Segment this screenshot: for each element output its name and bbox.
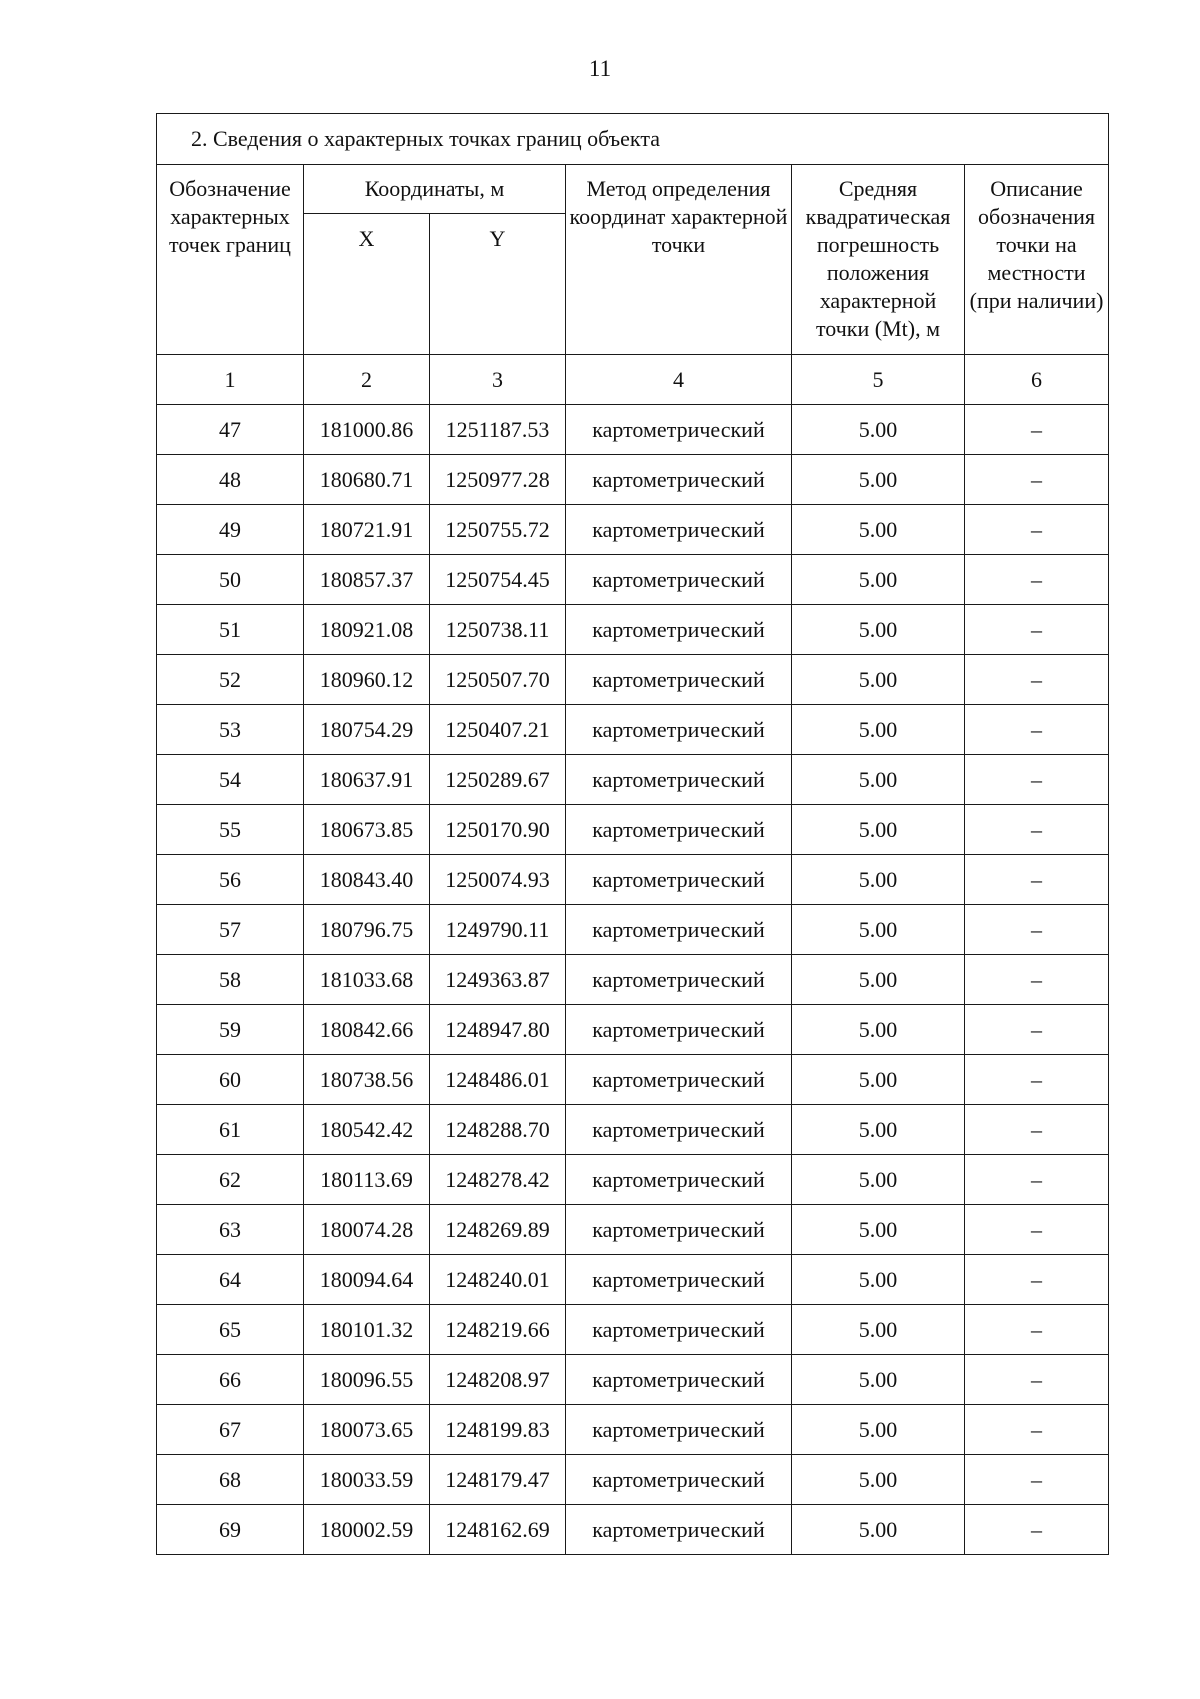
error-cell: 5.00 xyxy=(792,855,965,905)
error-cell: 5.00 xyxy=(792,1155,965,1205)
table-row xyxy=(157,505,1109,555)
header-description: Описание обозначения точки на местности (при наличии) xyxy=(965,165,1109,355)
point-id-cell: 61 xyxy=(157,1105,304,1155)
method-cell: картометрический xyxy=(566,1355,792,1405)
point-id-cell: 64 xyxy=(157,1255,304,1305)
error-cell: 5.00 xyxy=(792,1505,965,1555)
point-id-cell: 59 xyxy=(157,1005,304,1055)
error-cell: 5.00 xyxy=(792,1205,965,1255)
point-id-cell: 60 xyxy=(157,1055,304,1105)
table-row xyxy=(157,1055,1109,1105)
method-cell: картометрический xyxy=(566,605,792,655)
description-cell: – xyxy=(965,1005,1109,1055)
description-cell: – xyxy=(965,955,1109,1005)
table-row xyxy=(157,555,1109,605)
table-row xyxy=(157,605,1109,655)
column-number: 5 xyxy=(792,355,965,405)
method-cell: картометрический xyxy=(566,1505,792,1555)
table-row xyxy=(157,1255,1109,1305)
header-coordinates: Координаты, м xyxy=(304,165,566,214)
description-cell: – xyxy=(965,805,1109,855)
point-id-cell: 57 xyxy=(157,905,304,955)
table-row xyxy=(157,805,1109,855)
column-numbers-row xyxy=(157,355,1109,405)
error-cell: 5.00 xyxy=(792,655,965,705)
y-coordinate-cell: 1248199.83 xyxy=(430,1405,566,1455)
point-id-cell: 52 xyxy=(157,655,304,705)
error-cell: 5.00 xyxy=(792,1405,965,1455)
y-coordinate-cell: 1248288.70 xyxy=(430,1105,566,1155)
x-coordinate-cell: 180754.29 xyxy=(304,705,430,755)
description-cell: – xyxy=(965,1255,1109,1305)
point-id-cell: 54 xyxy=(157,755,304,805)
x-coordinate-cell: 180738.56 xyxy=(304,1055,430,1105)
description-cell: – xyxy=(965,1505,1109,1555)
error-cell: 5.00 xyxy=(792,1255,965,1305)
point-id-cell: 50 xyxy=(157,555,304,605)
y-coordinate-cell: 1248240.01 xyxy=(430,1255,566,1305)
x-coordinate-cell: 180921.08 xyxy=(304,605,430,655)
table-row xyxy=(157,1455,1109,1505)
y-coordinate-cell: 1248269.89 xyxy=(430,1205,566,1255)
error-cell: 5.00 xyxy=(792,455,965,505)
y-coordinate-cell: 1248208.97 xyxy=(430,1355,566,1405)
header-error: Средняя квадратическая погрешность положения характерной точки (Mt), м xyxy=(792,165,965,355)
y-coordinate-cell: 1248947.80 xyxy=(430,1005,566,1055)
point-id-cell: 55 xyxy=(157,805,304,855)
point-id-cell: 62 xyxy=(157,1155,304,1205)
point-id-cell: 47 xyxy=(157,405,304,455)
error-cell: 5.00 xyxy=(792,1305,965,1355)
point-id-cell: 51 xyxy=(157,605,304,655)
error-cell: 5.00 xyxy=(792,705,965,755)
method-cell: картометрический xyxy=(566,805,792,855)
table-row xyxy=(157,1105,1109,1155)
point-id-cell: 65 xyxy=(157,1305,304,1355)
description-cell: – xyxy=(965,1405,1109,1455)
boundary-points-table xyxy=(156,113,1109,1555)
column-number: 1 xyxy=(157,355,304,405)
table-row xyxy=(157,655,1109,705)
error-cell: 5.00 xyxy=(792,1455,965,1505)
method-cell: картометрический xyxy=(566,1105,792,1155)
error-cell: 5.00 xyxy=(792,755,965,805)
x-coordinate-cell: 180113.69 xyxy=(304,1155,430,1205)
point-id-cell: 69 xyxy=(157,1505,304,1555)
x-coordinate-cell: 180796.75 xyxy=(304,905,430,955)
table-row xyxy=(157,1505,1109,1555)
description-cell: – xyxy=(965,1355,1109,1405)
table-row xyxy=(157,1305,1109,1355)
description-cell: – xyxy=(965,755,1109,805)
x-coordinate-cell: 180101.32 xyxy=(304,1305,430,1355)
method-cell: картометрический xyxy=(566,705,792,755)
point-id-cell: 58 xyxy=(157,955,304,1005)
description-cell: – xyxy=(965,605,1109,655)
point-id-cell: 66 xyxy=(157,1355,304,1405)
method-cell: картометрический xyxy=(566,1255,792,1305)
y-coordinate-cell: 1250738.11 xyxy=(430,605,566,655)
header-designation: Обозначение характерных точек границ xyxy=(157,165,304,355)
table-row xyxy=(157,905,1109,955)
description-cell: – xyxy=(965,705,1109,755)
x-coordinate-cell: 181033.68 xyxy=(304,955,430,1005)
error-cell: 5.00 xyxy=(792,1055,965,1105)
method-cell: картометрический xyxy=(566,955,792,1005)
table-row xyxy=(157,705,1109,755)
table-row xyxy=(157,1355,1109,1405)
x-coordinate-cell: 180002.59 xyxy=(304,1505,430,1555)
x-coordinate-cell: 180680.71 xyxy=(304,455,430,505)
x-coordinate-cell: 180842.66 xyxy=(304,1005,430,1055)
description-cell: – xyxy=(965,455,1109,505)
column-number: 3 xyxy=(430,355,566,405)
description-cell: – xyxy=(965,1155,1109,1205)
y-coordinate-cell: 1250170.90 xyxy=(430,805,566,855)
description-cell: – xyxy=(965,1305,1109,1355)
method-cell: картометрический xyxy=(566,1455,792,1505)
x-coordinate-cell: 180721.91 xyxy=(304,505,430,555)
error-cell: 5.00 xyxy=(792,1005,965,1055)
y-coordinate-cell: 1248278.42 xyxy=(430,1155,566,1205)
x-coordinate-cell: 180033.59 xyxy=(304,1455,430,1505)
section-title: 2. Сведения о характерных точках границ объекта xyxy=(157,114,1109,165)
description-cell: – xyxy=(965,655,1109,705)
table-row xyxy=(157,955,1109,1005)
method-cell: картометрический xyxy=(566,755,792,805)
x-coordinate-cell: 180673.85 xyxy=(304,805,430,855)
table-row xyxy=(157,1405,1109,1455)
table-row xyxy=(157,855,1109,905)
y-coordinate-cell: 1250074.93 xyxy=(430,855,566,905)
header-y: Y xyxy=(430,214,566,355)
x-coordinate-cell: 180542.42 xyxy=(304,1105,430,1155)
point-id-cell: 49 xyxy=(157,505,304,555)
error-cell: 5.00 xyxy=(792,955,965,1005)
method-cell: картометрический xyxy=(566,405,792,455)
header-x: X xyxy=(304,214,430,355)
x-coordinate-cell: 181000.86 xyxy=(304,405,430,455)
x-coordinate-cell: 180096.55 xyxy=(304,1355,430,1405)
method-cell: картометрический xyxy=(566,1055,792,1105)
x-coordinate-cell: 180094.64 xyxy=(304,1255,430,1305)
header-method: Метод определения координат характерной точки xyxy=(566,165,792,355)
point-id-cell: 68 xyxy=(157,1455,304,1505)
x-coordinate-cell: 180857.37 xyxy=(304,555,430,605)
table-row xyxy=(157,405,1109,455)
description-cell: – xyxy=(965,405,1109,455)
y-coordinate-cell: 1251187.53 xyxy=(430,405,566,455)
x-coordinate-cell: 180073.65 xyxy=(304,1405,430,1455)
method-cell: картометрический xyxy=(566,1405,792,1455)
table-row xyxy=(157,455,1109,505)
method-cell: картометрический xyxy=(566,855,792,905)
y-coordinate-cell: 1250507.70 xyxy=(430,655,566,705)
column-number: 4 xyxy=(566,355,792,405)
method-cell: картометрический xyxy=(566,1305,792,1355)
description-cell: – xyxy=(965,1105,1109,1155)
point-id-cell: 56 xyxy=(157,855,304,905)
description-cell: – xyxy=(965,1205,1109,1255)
point-id-cell: 48 xyxy=(157,455,304,505)
error-cell: 5.00 xyxy=(792,405,965,455)
method-cell: картометрический xyxy=(566,1005,792,1055)
method-cell: картометрический xyxy=(566,655,792,705)
table-row xyxy=(157,1005,1109,1055)
error-cell: 5.00 xyxy=(792,1355,965,1405)
y-coordinate-cell: 1249363.87 xyxy=(430,955,566,1005)
method-cell: картометрический xyxy=(566,555,792,605)
y-coordinate-cell: 1248162.69 xyxy=(430,1505,566,1555)
error-cell: 5.00 xyxy=(792,605,965,655)
table-row xyxy=(157,1155,1109,1205)
x-coordinate-cell: 180074.28 xyxy=(304,1205,430,1255)
y-coordinate-cell: 1250755.72 xyxy=(430,505,566,555)
description-cell: – xyxy=(965,505,1109,555)
description-cell: – xyxy=(965,1455,1109,1505)
x-coordinate-cell: 180960.12 xyxy=(304,655,430,705)
error-cell: 5.00 xyxy=(792,555,965,605)
y-coordinate-cell: 1250289.67 xyxy=(430,755,566,805)
y-coordinate-cell: 1250407.21 xyxy=(430,705,566,755)
description-cell: – xyxy=(965,1055,1109,1105)
method-cell: картометрический xyxy=(566,455,792,505)
y-coordinate-cell: 1248219.66 xyxy=(430,1305,566,1355)
point-id-cell: 67 xyxy=(157,1405,304,1455)
y-coordinate-cell: 1250754.45 xyxy=(430,555,566,605)
error-cell: 5.00 xyxy=(792,1105,965,1155)
description-cell: – xyxy=(965,905,1109,955)
x-coordinate-cell: 180843.40 xyxy=(304,855,430,905)
table-row xyxy=(157,1205,1109,1255)
column-number: 2 xyxy=(304,355,430,405)
method-cell: картометрический xyxy=(566,1155,792,1205)
method-cell: картометрический xyxy=(566,905,792,955)
x-coordinate-cell: 180637.91 xyxy=(304,755,430,805)
page-number: 11 xyxy=(588,56,612,81)
y-coordinate-cell: 1248486.01 xyxy=(430,1055,566,1105)
description-cell: – xyxy=(965,855,1109,905)
description-cell: – xyxy=(965,555,1109,605)
column-number: 6 xyxy=(965,355,1109,405)
y-coordinate-cell: 1250977.28 xyxy=(430,455,566,505)
method-cell: картометрический xyxy=(566,1205,792,1255)
error-cell: 5.00 xyxy=(792,905,965,955)
point-id-cell: 63 xyxy=(157,1205,304,1255)
table-row xyxy=(157,755,1109,805)
y-coordinate-cell: 1249790.11 xyxy=(430,905,566,955)
method-cell: картометрический xyxy=(566,505,792,555)
error-cell: 5.00 xyxy=(792,505,965,555)
point-id-cell: 53 xyxy=(157,705,304,755)
y-coordinate-cell: 1248179.47 xyxy=(430,1455,566,1505)
error-cell: 5.00 xyxy=(792,805,965,855)
